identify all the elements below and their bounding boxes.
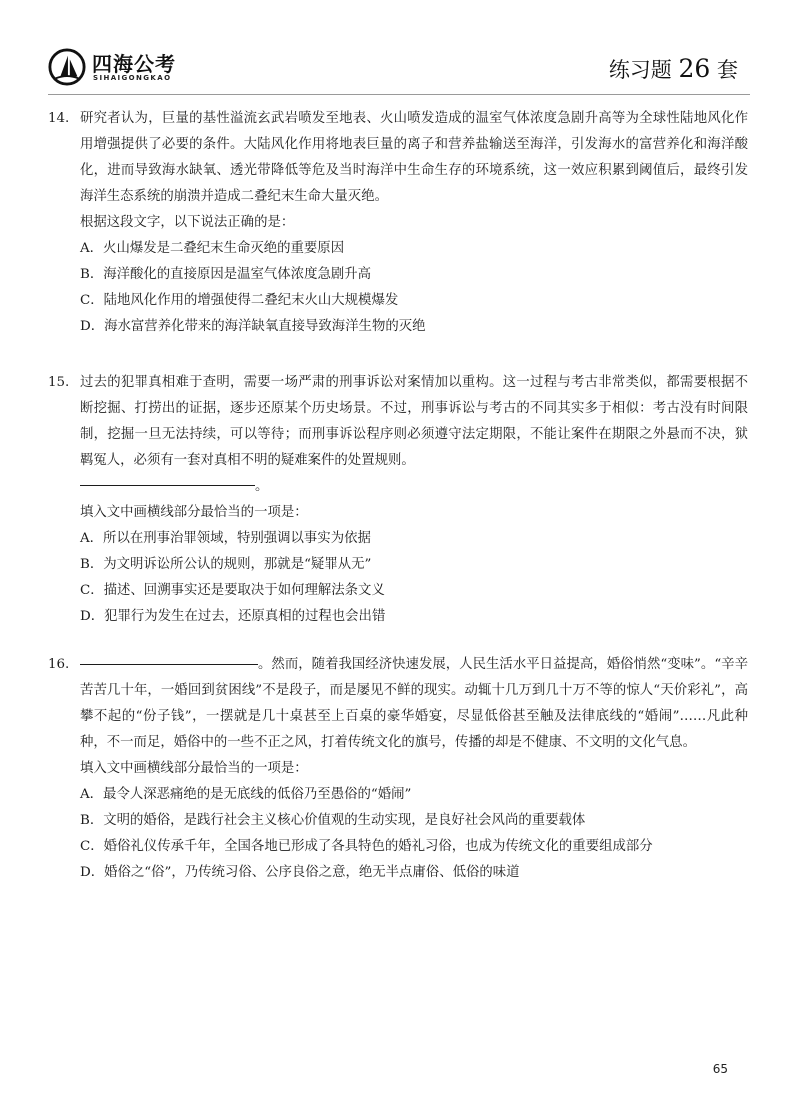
set-prefix: 练习题 (608, 58, 672, 82)
fill-in-blank[interactable] (80, 663, 258, 665)
header-divider (48, 94, 750, 95)
option-c[interactable]: C．描述、回溯事实还是要取决于如何理解法条文义 (80, 583, 385, 598)
option-a[interactable]: A．最令人深恶痛绝的是无底线的低俗乃至愚俗的“婚闹” (80, 787, 412, 802)
question-number: 15. (48, 375, 70, 390)
option-c[interactable]: C．陆地风化作用的增强使得二叠纪末火山大规模爆发 (80, 293, 399, 308)
brand-logo (48, 46, 228, 90)
sailboat-logo-icon (48, 48, 86, 86)
logo-subtitle: SIHAIGONGKAO (93, 74, 172, 82)
question-number: 14. (48, 111, 70, 126)
question-16 (48, 652, 748, 886)
question-number: 16. (48, 657, 70, 672)
question-passage (80, 652, 748, 756)
fill-in-blank[interactable] (80, 474, 748, 500)
option-b[interactable]: B．为文明诉讼所公认的规则，那就是“疑罪从无” (80, 557, 372, 572)
option-d[interactable]: D．婚俗之“俗”，乃传统习俗、公序良俗之意，绝无半点庸俗、低俗的味道 (80, 865, 520, 880)
blank-end-mark: 。 (255, 479, 269, 494)
logo-name: 四海公考 (92, 52, 176, 76)
option-c[interactable]: C．婚俗礼仪传承千年，全国各地已形成了各具特色的婚礼习俗，也成为传统文化的重要组成部分 (80, 839, 653, 854)
option-a[interactable]: A．火山爆发是二叠纪末生命灭绝的重要原因 (80, 241, 345, 256)
set-suffix: 套 (717, 58, 738, 82)
question-prompt: 根据这段文字，以下说法正确的是： (80, 215, 295, 230)
question-passage: 研究者认为，巨量的基性溢流玄武岩喷发至地表、火山喷发造成的温室气体浓度急剧升高等为全球性陆地风化作用增强提供了必要的条件。大陆风化作用将地表巨量的离子和营养盐输送至海洋，引发海水的富营养化和海洋酸化，进而导致海水缺氧、透光带降低等危及当时海洋中生命生存的环境系统，这一效应积累到阈值后，最终引发海洋生态系统的崩溃并造成二叠纪末生命大量灭绝。 (80, 111, 748, 204)
option-b[interactable]: B．海洋酸化的直接原因是温室气体浓度急剧升高 (80, 267, 372, 282)
page-header (48, 46, 748, 90)
question-prompt: 填入文中画横线部分最恰当的一项是： (80, 505, 308, 520)
question-passage: 过去的犯罪真相难于查明，需要一场严肃的刑事诉讼对案情加以重构。这一过程与考古非常类似，都需要根据不断挖掘、打捞出的证据，逐步还原某个历史场景。不过，刑事诉讼与考古的不同其实多于相似：考古没有时间限制，挖掘一旦无法持续，可以等待；而刑事诉讼程序则必须遵守法定期限，不能让案件在期限之外悬而不决，狱羁冤人，必须有一套对真相不明的疑难案件的处置规则。 (80, 375, 748, 468)
question-prompt: 填入文中画横线部分最恰当的一项是： (80, 761, 308, 776)
set-number: 26 (678, 54, 711, 83)
exercise-set-title (609, 54, 738, 84)
option-a[interactable]: A．所以在刑事治罪领域，特别强调以事实为依据 (80, 531, 371, 546)
option-d[interactable]: D．犯罪行为发生在过去，还原真相的过程也会出错 (80, 609, 386, 624)
question-14 (48, 106, 748, 340)
option-b[interactable]: B．文明的婚俗，是践行社会主义核心价值观的生动实现，是良好社会风尚的重要载体 (80, 813, 586, 828)
blank-line (80, 484, 255, 486)
option-d[interactable]: D．海水富营养化带来的海洋缺氧直接导致海洋生物的灭绝 (80, 319, 426, 334)
passage-text: 。然而，随着我国经济快速发展，人民生活水平日益提高，婚俗悄然“变味”。“辛辛苦苦几十年，一婚回到贫困线”不是段子，而是屡见不鲜的现实。动辄十几万到几十万不等的惊人“天价彩礼”，高攀不起的“份子钱”，一摆就是几十桌甚至上百桌的豪华婚宴，尽显低俗甚至触及法律底线的“婚闹”……凡此种种，不一而足，婚俗中的一些不正之风，打着传统文化的旗号，传播的却是不健康、不文明的文化气息。 (80, 657, 748, 750)
question-15 (48, 370, 748, 630)
page-number: 65 (712, 1062, 728, 1076)
